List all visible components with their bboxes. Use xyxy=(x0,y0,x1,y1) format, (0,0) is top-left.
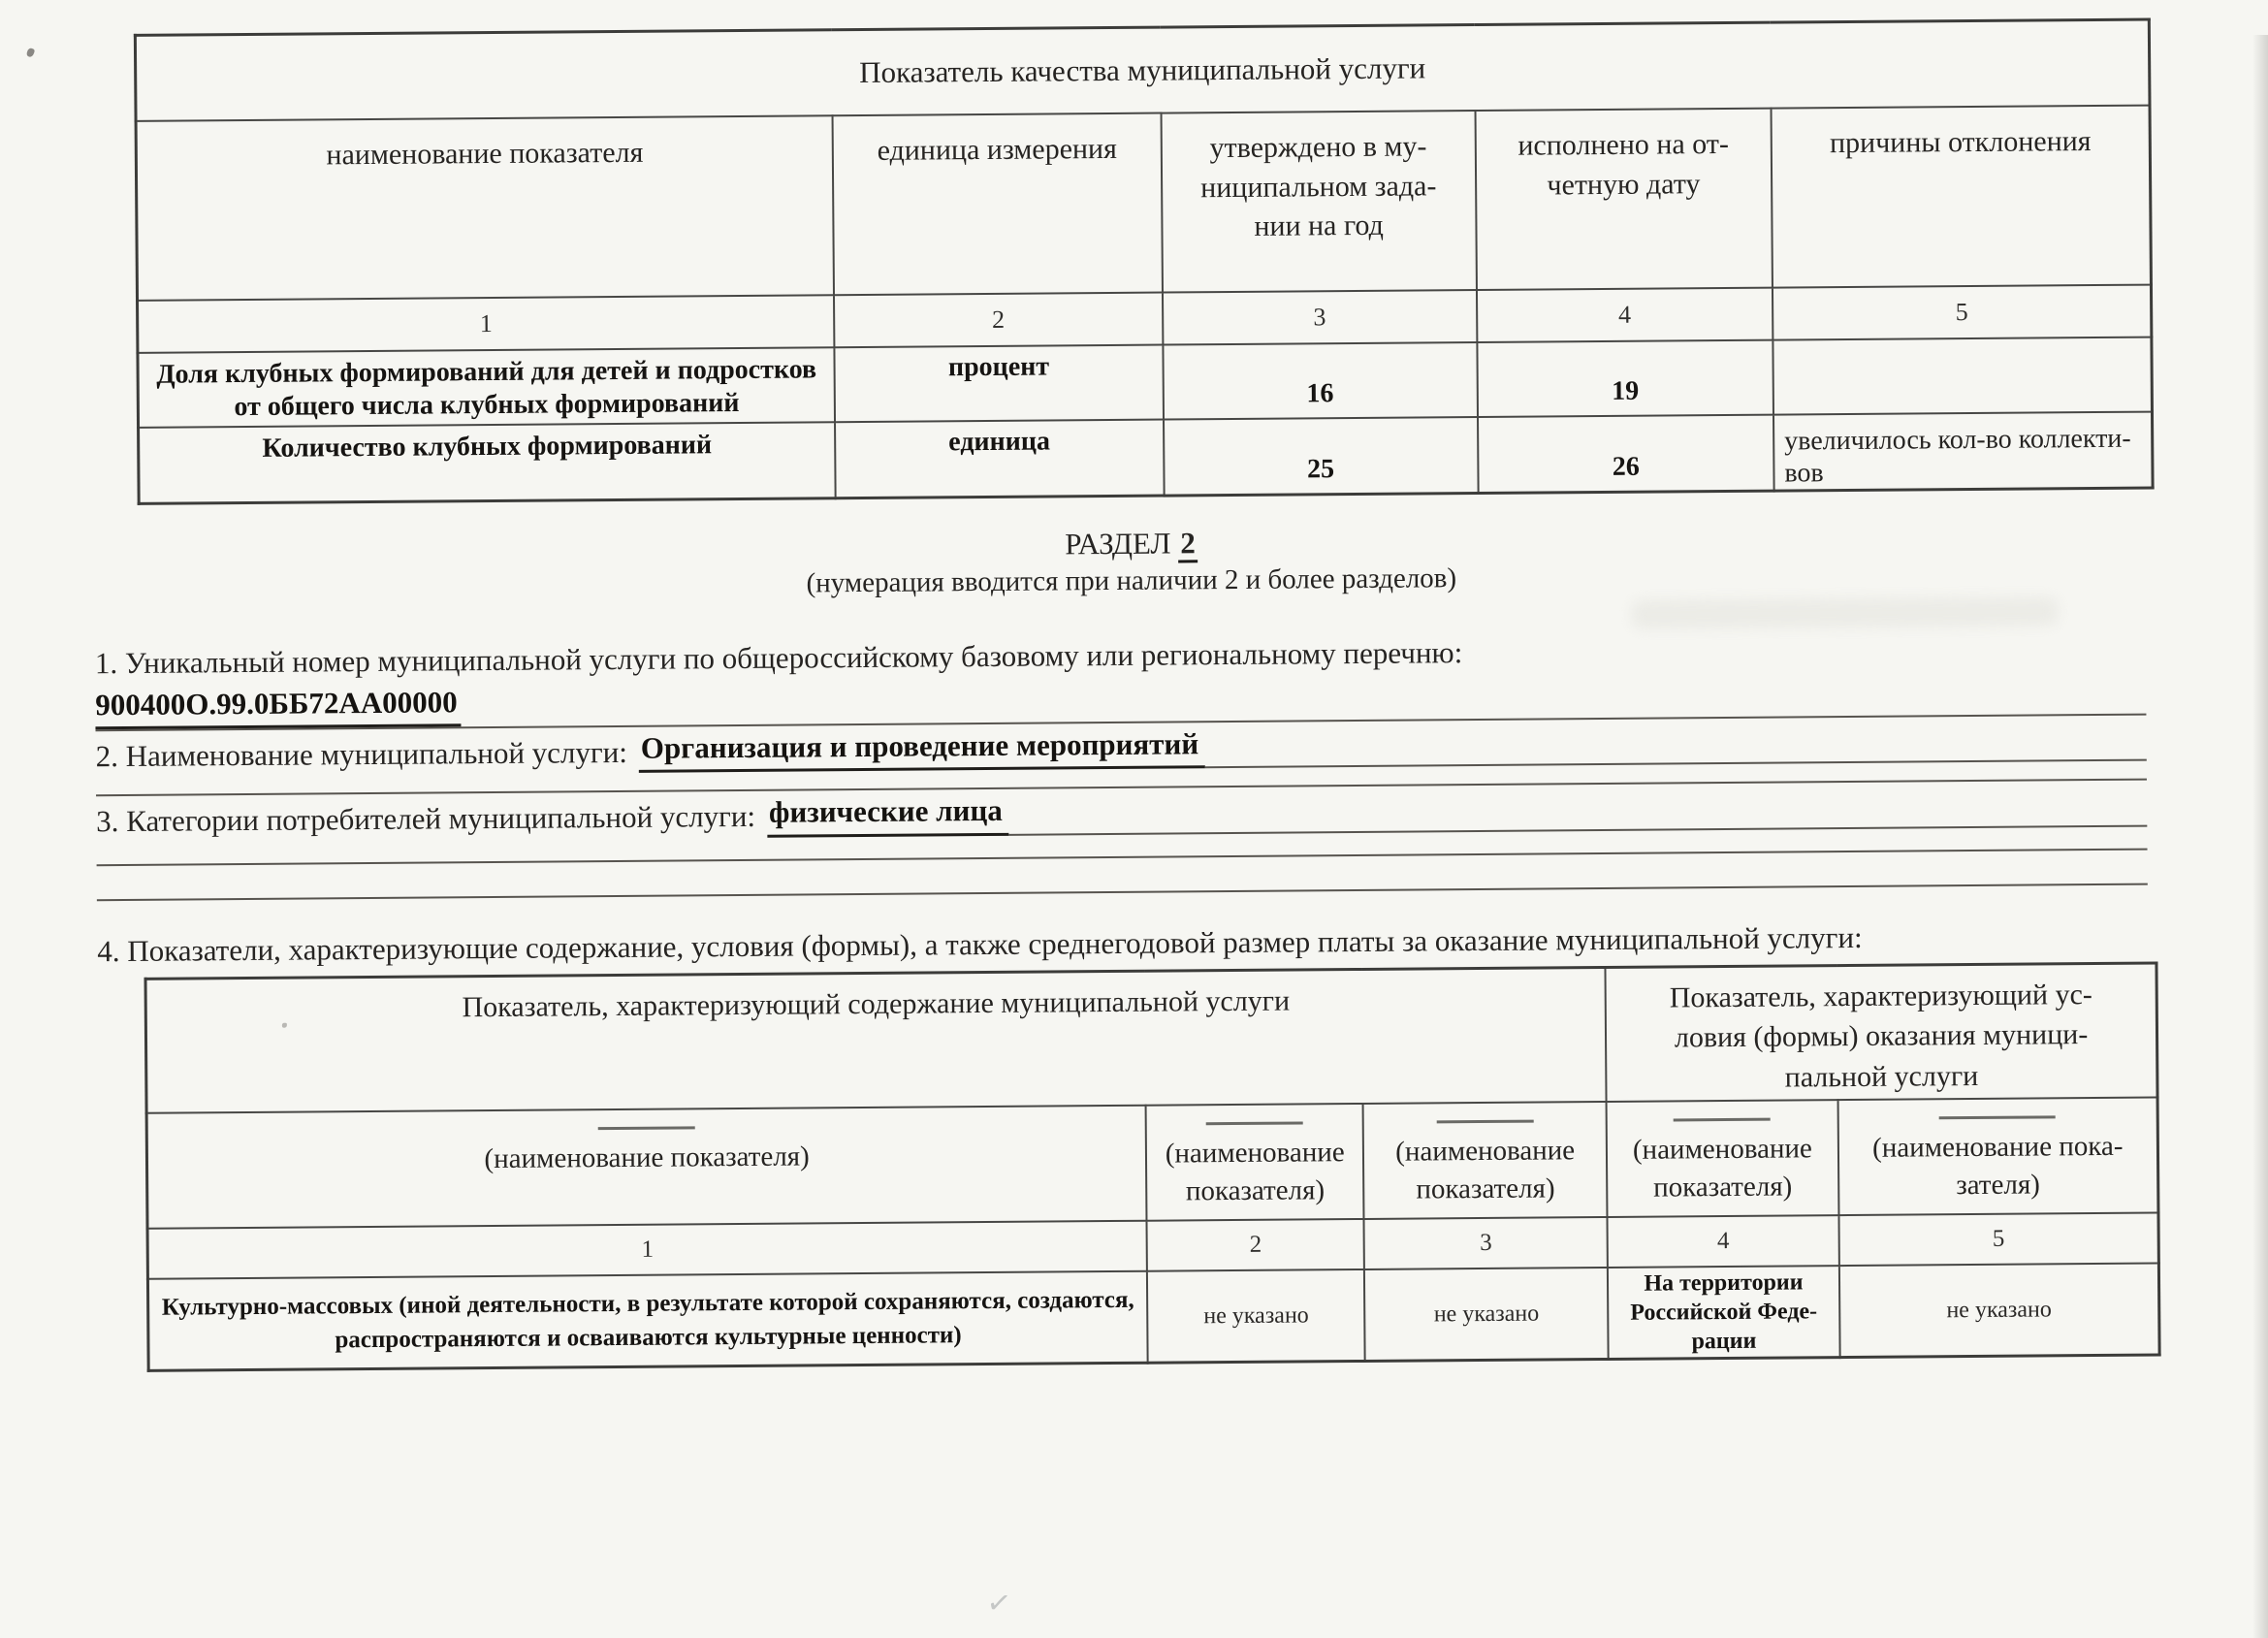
item3-label: 3. Категории потребителей муниципальной услуги: xyxy=(96,799,756,839)
table1-title: Показатель качества муниципальной услуги xyxy=(135,19,2150,121)
scanned-document-page xyxy=(0,35,2268,1638)
column-number: 2 xyxy=(834,293,1163,348)
subheader-label: (наименование показателя) xyxy=(484,1140,810,1175)
conditions-indicator-header: Показатель, характеризующий ус- ловия (формы) оказания муници- пальной услуги xyxy=(1606,963,2157,1102)
column-header-unit: единица измерения xyxy=(833,113,1163,296)
subheader-row xyxy=(146,1098,2158,1229)
overline-mark xyxy=(598,1126,695,1130)
subheader-label: (наименование показателя) xyxy=(1165,1137,1345,1207)
indicator-name-cell: Доля клубных формирований для детей и подростков от общего числа клубных формирований xyxy=(138,347,835,428)
overline-mark xyxy=(1436,1120,1533,1124)
indicator-value-cell: не указано xyxy=(1364,1268,1609,1361)
approved-value-cell: 16 xyxy=(1163,342,1478,420)
table-header-row xyxy=(145,963,2157,1113)
section-note: (нумерация вводится при наличии 2 и более разделов) xyxy=(806,562,1457,599)
column-number: 4 xyxy=(1608,1215,1839,1268)
scan-speck-artifact xyxy=(26,48,36,58)
content-indicator-header: Показатель, характеризующий содержание муниципальной услуги xyxy=(145,968,1607,1113)
executed-value-cell: 26 xyxy=(1478,415,1774,494)
blank-writing-line xyxy=(97,848,2148,866)
service-name-value: Организация и проведение мероприятий xyxy=(639,723,1205,773)
section-heading-label: РАЗДЕЛ xyxy=(1065,526,1171,562)
unit-cell: единица xyxy=(835,420,1164,498)
approved-value-cell: 25 xyxy=(1164,417,1479,496)
subheader-cell xyxy=(1363,1102,1608,1219)
table-row xyxy=(147,1264,2159,1371)
item3-line xyxy=(96,781,2147,843)
territory-condition-cell: На территории Российской Феде- рации xyxy=(1608,1266,1839,1359)
column-header-approved: утверждено в му- ниципальном зада- нии на год xyxy=(1161,111,1476,293)
subheader-cell xyxy=(146,1106,1147,1229)
quality-indicators-table xyxy=(134,18,2155,505)
column-number: 1 xyxy=(147,1221,1147,1279)
subheader-cell xyxy=(1837,1098,2158,1216)
subheader-cell xyxy=(1146,1104,1364,1221)
indicator-name-cell: Количество клубных формирований xyxy=(139,422,836,503)
section-number: 2 xyxy=(1178,526,1198,562)
column-number: 3 xyxy=(1163,290,1477,345)
scan-smudge-artifact xyxy=(1631,596,2058,628)
column-number: 5 xyxy=(1773,285,2152,340)
content-indicator-cell: Культурно-массовых (иной деятельности, в результате которой сохраняются, создаются, распространяются и осваиваются культурные ценности) xyxy=(147,1271,1147,1371)
blank-writing-line xyxy=(1008,824,2147,835)
subheader-label: (наименование показателя) xyxy=(1395,1135,1576,1205)
item4-label: 4. Показатели, характеризующие содержание, условия (формы), а также среднегодовой размер платы за оказание муниципальной услуги: xyxy=(97,919,1863,968)
service-content-conditions-table xyxy=(144,962,2160,1372)
service-registry-code: 900400О.99.0ББ72АА00000 xyxy=(95,682,462,729)
executed-value-cell: 19 xyxy=(1477,340,1773,417)
scan-speck-artifact xyxy=(282,1023,287,1028)
item1-label: 1. Уникальный номер муниципальной услуги по общероссийскому базовому или региональному перечню: xyxy=(94,635,1463,681)
blank-writing-line xyxy=(1204,759,2146,769)
deviation-cell xyxy=(1773,337,2152,415)
column-number: 5 xyxy=(1838,1213,2158,1267)
overline-mark xyxy=(1939,1115,2056,1119)
table-title-row xyxy=(135,19,2150,121)
consumer-category-value: физические лица xyxy=(767,789,1008,837)
unit-cell: процент xyxy=(835,345,1164,423)
table-header-row xyxy=(136,106,2151,301)
item2-label: 2. Наименование муниципальной услуги: xyxy=(95,734,627,774)
subheader-label: (наименование пока- зателя) xyxy=(1871,1130,2124,1202)
indicator-value-cell: не указано xyxy=(1839,1264,2160,1358)
column-header-executed: исполнено на от- четную дату xyxy=(1475,109,1773,290)
indicator-value-cell: не указано xyxy=(1147,1269,1365,1363)
stray-pencil-mark: ✓ xyxy=(984,1585,1013,1622)
column-header-indicator-name: наименование показателя xyxy=(136,115,834,301)
column-number: 3 xyxy=(1364,1217,1608,1269)
column-number: 4 xyxy=(1477,288,1773,342)
overline-mark xyxy=(1206,1121,1303,1125)
blank-writing-line xyxy=(97,883,2148,901)
column-number: 2 xyxy=(1147,1219,1364,1271)
column-number: 1 xyxy=(138,295,835,353)
overline-mark xyxy=(1674,1118,1771,1122)
subheader-cell xyxy=(1607,1100,1838,1217)
subheader-label: (наименование показателя) xyxy=(1632,1133,1812,1204)
table-row xyxy=(139,412,2154,504)
document-sheet xyxy=(0,17,2268,1638)
deviation-cell: увеличилось кол-во коллекти- вов xyxy=(1773,412,2153,492)
column-header-deviation-reasons: причины отклонения xyxy=(1772,106,2152,288)
